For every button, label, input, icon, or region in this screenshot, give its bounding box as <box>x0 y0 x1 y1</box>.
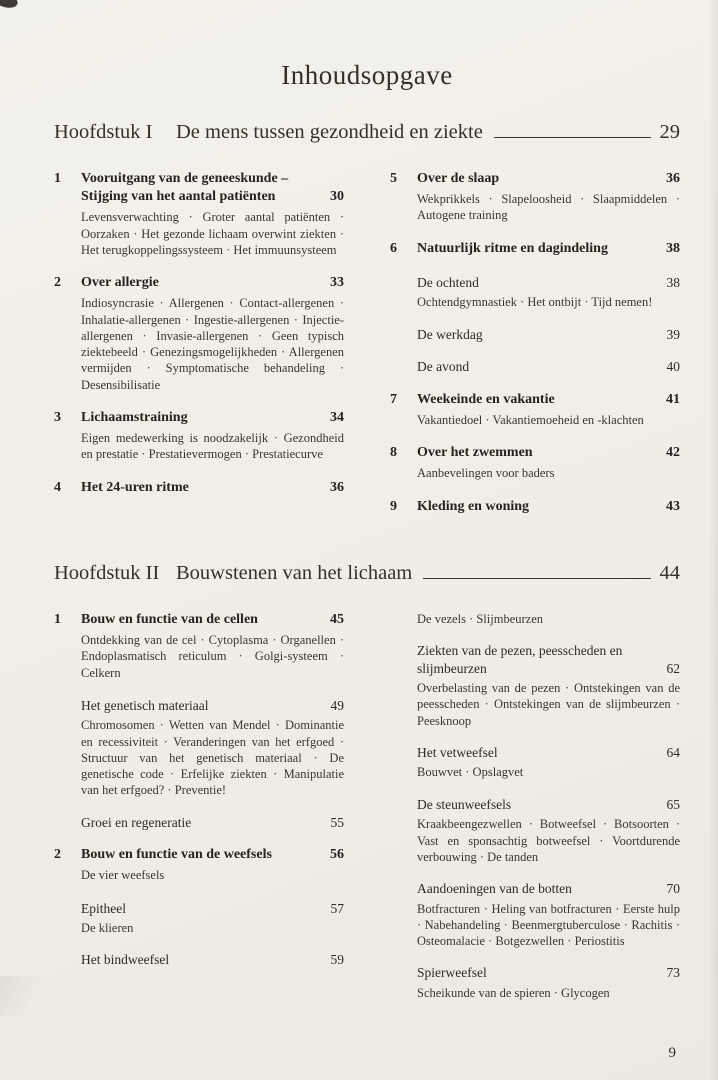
entry-body <box>417 498 680 516</box>
entry-number <box>54 951 81 969</box>
toc-entry <box>54 846 344 883</box>
entry-title: Weekeinde en vakantie <box>417 391 555 407</box>
entry-body <box>81 951 344 969</box>
entry-title: Bouw en functie van de cellen <box>81 611 258 627</box>
entry-number: 2 <box>54 275 61 291</box>
entry-body <box>81 274 344 393</box>
entry-title-row <box>417 391 680 409</box>
chapter-2 <box>54 562 680 1016</box>
entry-title: Het bindweefsel <box>81 952 170 968</box>
left-column <box>54 611 344 1016</box>
entry-page-number: 65 <box>666 796 680 812</box>
entry-number: 7 <box>390 391 397 407</box>
entry-title-row <box>417 642 680 677</box>
entry-number <box>390 274 417 311</box>
entry-title: De ochtend <box>417 274 479 290</box>
entry-body <box>81 409 344 463</box>
entry-title: De werkdag <box>417 326 483 342</box>
entry-number <box>390 744 417 781</box>
chapter-heading <box>54 121 680 144</box>
entry-body <box>417 744 680 781</box>
entry-keywords: Bouwvet · Opslagvet <box>417 765 524 780</box>
toc-entry <box>54 274 344 393</box>
toc-entry <box>390 796 680 865</box>
entry-page-number: 70 <box>666 881 680 897</box>
entry-page-number: 45 <box>330 611 344 627</box>
entry-page-number: 39 <box>666 326 680 342</box>
toc-entry <box>390 240 680 258</box>
entry-title: Het genetisch materiaal <box>81 697 209 713</box>
entry-page-number: 43 <box>666 498 680 514</box>
entry-number <box>390 642 417 729</box>
toc-entry <box>54 697 344 799</box>
entry-body <box>81 479 344 497</box>
chapter-columns <box>54 170 680 532</box>
entry-body <box>417 880 680 949</box>
entry-number: 9 <box>390 498 397 514</box>
entry-body <box>81 170 344 258</box>
toc-entry <box>390 170 680 224</box>
entry-title-row <box>81 409 344 427</box>
entry-body <box>417 274 680 311</box>
leader-line <box>494 137 651 138</box>
entry-body <box>417 796 680 865</box>
entry-page-number: 41 <box>666 391 680 407</box>
entry-body <box>417 170 680 224</box>
toc-entry <box>390 391 680 428</box>
entry-title: Aandoeningen van de botten <box>417 881 572 897</box>
right-column <box>390 611 680 1016</box>
entry-page-number: 73 <box>666 965 680 981</box>
entry-number <box>390 796 417 865</box>
entry-body <box>81 900 344 937</box>
entry-body <box>81 846 344 883</box>
entry-title: Over de slaap <box>417 171 500 186</box>
entry-keywords: De vier weefsels <box>81 868 165 883</box>
entry-title: De avond <box>417 359 470 375</box>
entry-keywords: Kraakbeengezwellen · Botweefsel · Botsoorten · Vast en sponsachtig botweefsel · Voortdurende verbouwing · De tanden <box>417 817 680 864</box>
entry-page-number: 38 <box>666 274 680 290</box>
entry-title: Vooruitgang van de geneeskunde – Stijging van het aantal patiënten <box>81 171 289 205</box>
entry-title-row <box>417 744 680 762</box>
entry-keywords: Botfracturen · Heling van botfracturen · Eerste hulp · Nabehandeling · Beenmergtuberculose · Rachitis · Osteomalacie · Botgezwellen · Periostitis <box>417 901 680 949</box>
entry-keywords: Levensverwachting · Groter aantal patiënten · Oorzaken · Het gezonde lichaam overwint ziekten · Het terugkoppelingssysteem · Het immuunsysteem <box>81 210 344 257</box>
entry-keywords: De vezels · Slijmbeurzen <box>417 611 543 626</box>
toc-entry <box>390 880 680 949</box>
entry-number: 1 <box>54 171 61 186</box>
toc-entry <box>390 964 680 1001</box>
entry-body <box>417 391 680 428</box>
entry-body <box>417 964 680 1001</box>
entry-page-number: 64 <box>666 744 680 760</box>
entry-title-row <box>417 444 680 462</box>
entry-title-row <box>417 170 680 188</box>
chapter-label: Hoofdstuk I <box>54 121 153 143</box>
entry-page-number: 40 <box>666 359 680 375</box>
entry-body <box>81 611 344 681</box>
entry-body <box>81 697 344 799</box>
entry-title: Lichaamstraining <box>81 409 188 425</box>
entry-keywords: Wekprikkels · Slapeloosheid · Slaapmiddelen · Autogene training <box>417 192 680 223</box>
toc-entry <box>54 170 344 258</box>
entry-body <box>417 240 680 258</box>
chapter-page-number: 29 <box>659 121 680 143</box>
toc-entry <box>390 326 680 344</box>
entry-title: Over het zwemmen <box>417 445 533 461</box>
entry-page-number: 30 <box>330 189 344 205</box>
entry-title-row <box>417 240 680 258</box>
entry-keywords: Chromosomen · Wetten van Mendel · Dominantie en recessiviteit · Veranderingen van het erfgoed · Structuur van het genetisch materiaal · De genetische code · Erfelijke ziekten · Manipulatie van het erfgoed? · Preventie! <box>81 718 344 798</box>
chapter-title: Bouwstenen van het lichaam <box>176 561 413 584</box>
entry-keywords: Indiosyncrasie · Allergenen · Contact-allergenen · Inhalatie-allergenen · Ingestie-allergenen · Injectie-allergenen · Invasie-allergenen · Geen typisch ziektebeeld · Genezingsmogelijkheden · Allergenen vermijden · Symptomatische behandeling · Desensibilisatie <box>81 296 344 392</box>
entry-page-number: 49 <box>330 697 344 713</box>
entry-title-row <box>81 846 344 864</box>
entry-keywords: Eigen medewerking is noodzakelijk · Gezondheid en prestatie · Prestatievermogen · Prestatiecurve <box>81 431 344 462</box>
entry-title-row <box>81 170 344 206</box>
entry-body <box>417 642 680 729</box>
right-column <box>390 170 680 532</box>
entry-page-number: 59 <box>330 952 344 968</box>
entry-body <box>417 611 680 627</box>
leader-line <box>423 578 650 579</box>
entry-number: 4 <box>54 479 61 495</box>
chapter-1 <box>54 121 680 532</box>
chapter-title: De mens tussen gezondheid en ziekte <box>176 121 483 143</box>
left-column <box>54 170 344 532</box>
entry-number <box>390 611 417 627</box>
page-number: 9 <box>668 1045 676 1061</box>
entry-keywords: Ontdekking van de cel · Cytoplasma · Organellen · Endoplasmatisch reticulum · Golgi-systeem · Celkern <box>81 633 344 680</box>
entry-number: 8 <box>390 445 397 461</box>
toc-root <box>54 121 680 1016</box>
entry-page-number: 55 <box>330 814 344 830</box>
entry-title-row <box>417 796 680 814</box>
entry-page-number: 34 <box>330 409 344 425</box>
entry-keywords: De klieren <box>81 921 134 936</box>
entry-keywords: Scheikunde van de spieren · Glycogen <box>417 985 610 1000</box>
toc-entry <box>390 444 680 481</box>
entry-page-number: 36 <box>330 479 344 495</box>
entry-keywords: Vakantiedoel · Vakantiemoeheid en -klachten <box>417 412 644 427</box>
entry-number <box>390 880 417 949</box>
entry-title-row <box>417 880 680 898</box>
toc-entry <box>54 409 344 463</box>
entry-page-number: 42 <box>666 445 680 461</box>
entry-title: De steunweefsels <box>417 796 512 812</box>
toc-entry <box>54 900 344 937</box>
entry-number <box>390 326 417 344</box>
entry-page-number: 56 <box>330 847 344 863</box>
entry-title: Het vetweefsel <box>417 744 498 760</box>
chapter-page-number: 44 <box>659 561 680 584</box>
entry-number <box>390 358 417 376</box>
entry-number: 5 <box>390 171 397 186</box>
entry-body <box>417 326 680 344</box>
entry-number <box>54 697 81 799</box>
entry-number: 3 <box>54 409 61 425</box>
entry-title-row <box>81 697 344 715</box>
entry-number: 2 <box>54 847 61 863</box>
chapter-label: Hoofdstuk II <box>54 561 160 584</box>
entry-title-row <box>417 274 680 292</box>
entry-body <box>417 444 680 481</box>
entry-number <box>54 900 81 937</box>
entry-title: Het 24-uren ritme <box>81 479 189 495</box>
toc-entry <box>54 611 344 681</box>
entry-title-row <box>417 964 680 982</box>
entry-keywords: Ochtendgymnastiek · Het ontbijt · Tijd nemen! <box>417 295 653 310</box>
entry-title-row <box>417 498 680 516</box>
entry-page-number: 57 <box>330 900 344 916</box>
entry-title-row <box>81 479 344 497</box>
entry-title: Groei en regeneratie <box>81 814 192 830</box>
entry-keywords: Aanbevelingen voor baders <box>417 466 555 481</box>
chapter-heading <box>54 562 680 585</box>
entry-title-row <box>417 326 680 344</box>
entry-title-row <box>417 358 680 376</box>
entry-body <box>81 814 344 832</box>
entry-number <box>390 964 417 1001</box>
chapter-columns <box>54 611 680 1016</box>
toc-entry <box>54 479 344 497</box>
entry-title: Epitheel <box>81 900 126 916</box>
entry-title-row <box>81 900 344 918</box>
toc-entry <box>390 611 680 627</box>
entry-page-number: 33 <box>330 275 344 291</box>
page-title: Inhoudsopgave <box>281 60 453 90</box>
entry-page-number: 38 <box>666 240 680 256</box>
entry-body <box>417 358 680 376</box>
entry-number: 6 <box>390 240 397 256</box>
entry-title-row <box>81 814 344 832</box>
entry-title: Bouw en functie van de weefsels <box>81 847 272 863</box>
entry-title: Natuurlijk ritme en dagindeling <box>417 240 608 256</box>
entry-title: Ziekten van de pezen, peesscheden en slijmbeurzen <box>417 643 623 676</box>
toc-entry <box>390 744 680 781</box>
toc-entry <box>54 951 344 969</box>
entry-page-number: 62 <box>666 660 680 676</box>
toc-entry <box>390 642 680 729</box>
entry-title: Kleding en woning <box>417 498 530 514</box>
entry-title: Over allergie <box>81 275 159 291</box>
toc-entry <box>390 358 680 376</box>
toc-entry <box>54 814 344 832</box>
entry-title-row <box>81 611 344 629</box>
entry-number <box>54 814 81 832</box>
toc-entry <box>390 274 680 311</box>
entry-number: 1 <box>54 611 61 627</box>
entry-title-row <box>81 274 344 292</box>
entry-title: Spierweefsel <box>417 965 487 981</box>
entry-page-number: 36 <box>666 171 680 186</box>
toc-entry <box>390 498 680 516</box>
entry-title-row <box>81 951 344 969</box>
entry-keywords: Overbelasting van de pezen · Ontstekingen van de peesscheden · Ontstekingen van de slijmbeurzen · Peesknoop <box>417 681 680 728</box>
